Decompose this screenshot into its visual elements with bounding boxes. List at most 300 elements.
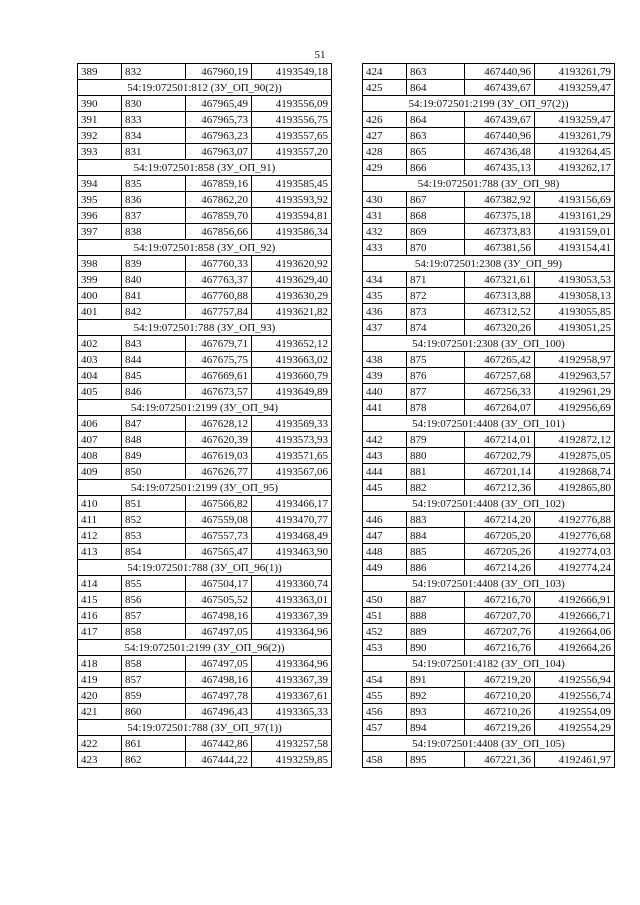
y-coordinate: 4193593,92	[252, 192, 332, 208]
table-row	[78, 336, 332, 352]
y-coordinate: 4193257,58	[252, 736, 332, 752]
y-coordinate: 4193154,41	[535, 240, 615, 256]
vertex-number: 871	[407, 272, 465, 288]
y-coordinate: 4193367,61	[252, 688, 332, 704]
x-coordinate: 467760,33	[186, 256, 252, 272]
vertex-number: 834	[122, 128, 186, 144]
x-coordinate: 467440,96	[465, 64, 535, 80]
x-coordinate: 467760,88	[186, 288, 252, 304]
y-coordinate: 4192875,05	[535, 448, 615, 464]
y-coordinate: 4193629,40	[252, 272, 332, 288]
table-row	[78, 96, 332, 112]
x-coordinate: 467628,12	[186, 416, 252, 432]
vertex-number: 877	[407, 384, 465, 400]
vertex-number: 830	[122, 96, 186, 112]
vertex-number: 861	[122, 736, 186, 752]
vertex-number: 890	[407, 640, 465, 656]
table-row	[363, 464, 615, 480]
point-number: 440	[363, 384, 407, 400]
coordinates-table-left	[77, 63, 332, 768]
table-row	[78, 128, 332, 144]
y-coordinate: 4193364,96	[252, 656, 332, 672]
y-coordinate: 4193466,17	[252, 496, 332, 512]
table-row	[363, 192, 615, 208]
x-coordinate: 467669,61	[186, 368, 252, 384]
y-coordinate: 4193571,65	[252, 448, 332, 464]
y-coordinate: 4192666,71	[535, 608, 615, 624]
y-coordinate: 4193649,89	[252, 384, 332, 400]
y-coordinate: 4193556,75	[252, 112, 332, 128]
y-coordinate: 4193463,90	[252, 544, 332, 560]
x-coordinate: 467859,70	[186, 208, 252, 224]
x-coordinate: 467763,37	[186, 272, 252, 288]
vertex-number: 868	[407, 208, 465, 224]
parcel-header-row	[363, 336, 615, 352]
parcel-header-row	[78, 80, 332, 96]
x-coordinate: 467439,67	[465, 80, 535, 96]
point-number: 451	[363, 608, 407, 624]
point-number: 418	[78, 656, 122, 672]
table-row	[78, 256, 332, 272]
point-number: 400	[78, 288, 122, 304]
y-coordinate: 4193364,96	[252, 624, 332, 640]
vertex-number: 865	[407, 144, 465, 160]
parcel-header-row	[78, 320, 332, 336]
vertex-number: 858	[122, 624, 186, 640]
table-row	[363, 592, 615, 608]
table-row	[363, 624, 615, 640]
parcel-header: 54:19:072501:2308 (ЗУ_ОП_100)	[363, 336, 615, 352]
table-row	[78, 736, 332, 752]
vertex-number: 858	[122, 656, 186, 672]
y-coordinate: 4193557,20	[252, 144, 332, 160]
page-number: 51	[314, 49, 326, 61]
y-coordinate: 4193470,77	[252, 512, 332, 528]
vertex-number: 894	[407, 720, 465, 736]
vertex-number: 882	[407, 480, 465, 496]
x-coordinate: 467257,68	[465, 368, 535, 384]
y-coordinate: 4192556,94	[535, 672, 615, 688]
table-row	[363, 752, 615, 768]
vertex-number: 864	[407, 112, 465, 128]
vertex-number: 880	[407, 448, 465, 464]
vertex-number: 839	[122, 256, 186, 272]
table-row	[78, 288, 332, 304]
vertex-number: 875	[407, 352, 465, 368]
y-coordinate: 4193363,01	[252, 592, 332, 608]
vertex-number: 845	[122, 368, 186, 384]
y-coordinate: 4193161,29	[535, 208, 615, 224]
point-number: 438	[363, 352, 407, 368]
point-number: 402	[78, 336, 122, 352]
vertex-number: 848	[122, 432, 186, 448]
table-row	[363, 352, 615, 368]
point-number: 390	[78, 96, 122, 112]
point-number: 455	[363, 688, 407, 704]
y-coordinate: 4192556,74	[535, 688, 615, 704]
y-coordinate: 4192666,91	[535, 592, 615, 608]
y-coordinate: 4193468,49	[252, 528, 332, 544]
parcel-header-row	[78, 720, 332, 736]
vertex-number: 863	[407, 64, 465, 80]
parcel-header: 54:19:072501:4182 (ЗУ_ОП_104)	[363, 656, 615, 672]
y-coordinate: 4192956,69	[535, 400, 615, 416]
point-number: 431	[363, 208, 407, 224]
table-row	[78, 224, 332, 240]
x-coordinate: 467381,56	[465, 240, 535, 256]
y-coordinate: 4193567,06	[252, 464, 332, 480]
table-row	[363, 128, 615, 144]
vertex-number: 892	[407, 688, 465, 704]
y-coordinate: 4192664,06	[535, 624, 615, 640]
y-coordinate: 4193259,47	[535, 112, 615, 128]
parcel-header: 54:19:072501:788 (ЗУ_ОП_97(1))	[78, 720, 332, 736]
table-row	[363, 480, 615, 496]
point-number: 428	[363, 144, 407, 160]
x-coordinate: 467620,39	[186, 432, 252, 448]
parcel-header-row	[78, 480, 332, 496]
table-row	[363, 688, 615, 704]
y-coordinate: 4193055,85	[535, 304, 615, 320]
y-coordinate: 4193264,45	[535, 144, 615, 160]
x-coordinate: 467265,42	[465, 352, 535, 368]
parcel-header-row	[363, 736, 615, 752]
y-coordinate: 4192872,12	[535, 432, 615, 448]
y-coordinate: 4193549,18	[252, 64, 332, 80]
table-row	[78, 272, 332, 288]
x-coordinate: 467321,61	[465, 272, 535, 288]
table-row	[363, 240, 615, 256]
vertex-number: 889	[407, 624, 465, 640]
vertex-number: 884	[407, 528, 465, 544]
vertex-number: 852	[122, 512, 186, 528]
point-number: 435	[363, 288, 407, 304]
table-row	[363, 432, 615, 448]
x-coordinate: 467859,16	[186, 176, 252, 192]
point-number: 447	[363, 528, 407, 544]
table-row	[363, 400, 615, 416]
vertex-number: 851	[122, 496, 186, 512]
parcel-header: 54:19:072501:858 (ЗУ_ОП_91)	[78, 160, 332, 176]
x-coordinate: 467963,07	[186, 144, 252, 160]
parcel-header-row	[363, 656, 615, 672]
point-number: 458	[363, 752, 407, 768]
x-coordinate: 467221,36	[465, 752, 535, 768]
x-coordinate: 467505,52	[186, 592, 252, 608]
y-coordinate: 4193594,81	[252, 208, 332, 224]
y-coordinate: 4192554,29	[535, 720, 615, 736]
y-coordinate: 4192776,88	[535, 512, 615, 528]
y-coordinate: 4193660,79	[252, 368, 332, 384]
parcel-header: 54:19:072501:2199 (ЗУ_ОП_97(2))	[363, 96, 615, 112]
vertex-number: 844	[122, 352, 186, 368]
parcel-header: 54:19:072501:4408 (ЗУ_ОП_102)	[363, 496, 615, 512]
x-coordinate: 467497,05	[186, 624, 252, 640]
y-coordinate: 4192461,97	[535, 752, 615, 768]
y-coordinate: 4193586,34	[252, 224, 332, 240]
table-row	[363, 112, 615, 128]
vertex-number: 866	[407, 160, 465, 176]
table-row	[363, 544, 615, 560]
vertex-number: 837	[122, 208, 186, 224]
table-row	[363, 160, 615, 176]
x-coordinate: 467210,26	[465, 704, 535, 720]
point-number: 394	[78, 176, 122, 192]
y-coordinate: 4192776,68	[535, 528, 615, 544]
x-coordinate: 467440,96	[465, 128, 535, 144]
x-coordinate: 467675,75	[186, 352, 252, 368]
x-coordinate: 467444,22	[186, 752, 252, 768]
x-coordinate: 467965,49	[186, 96, 252, 112]
y-coordinate: 4193261,79	[535, 64, 615, 80]
point-number: 427	[363, 128, 407, 144]
vertex-number: 857	[122, 608, 186, 624]
table-row	[78, 144, 332, 160]
table-row	[363, 80, 615, 96]
y-coordinate: 4193360,74	[252, 576, 332, 592]
point-number: 441	[363, 400, 407, 416]
x-coordinate: 467214,26	[465, 560, 535, 576]
point-number: 389	[78, 64, 122, 80]
table-row	[78, 464, 332, 480]
y-coordinate: 4192774,03	[535, 544, 615, 560]
parcel-header: 54:19:072501:788 (ЗУ_ОП_96(1))	[78, 560, 332, 576]
point-number: 445	[363, 480, 407, 496]
table-row	[78, 208, 332, 224]
y-coordinate: 4192554,09	[535, 704, 615, 720]
vertex-number: 878	[407, 400, 465, 416]
x-coordinate: 467965,73	[186, 112, 252, 128]
table-row	[363, 608, 615, 624]
x-coordinate: 467205,26	[465, 544, 535, 560]
vertex-number: 883	[407, 512, 465, 528]
vertex-number: 836	[122, 192, 186, 208]
point-number: 411	[78, 512, 122, 528]
y-coordinate: 4193367,39	[252, 608, 332, 624]
vertex-number: 853	[122, 528, 186, 544]
table-row	[78, 688, 332, 704]
point-number: 425	[363, 80, 407, 96]
table-row	[78, 496, 332, 512]
y-coordinate: 4193053,53	[535, 272, 615, 288]
y-coordinate: 4193569,33	[252, 416, 332, 432]
point-number: 416	[78, 608, 122, 624]
y-coordinate: 4193621,82	[252, 304, 332, 320]
point-number: 420	[78, 688, 122, 704]
parcel-header: 54:19:072501:788 (ЗУ_ОП_98)	[363, 176, 615, 192]
point-number: 395	[78, 192, 122, 208]
y-coordinate: 4193159,01	[535, 224, 615, 240]
x-coordinate: 467205,20	[465, 528, 535, 544]
parcel-header: 54:19:072501:788 (ЗУ_ОП_93)	[78, 320, 332, 336]
vertex-number: 838	[122, 224, 186, 240]
y-coordinate: 4193556,09	[252, 96, 332, 112]
table-row	[78, 192, 332, 208]
vertex-number: 863	[407, 128, 465, 144]
vertex-number: 841	[122, 288, 186, 304]
table-row	[363, 368, 615, 384]
point-number: 412	[78, 528, 122, 544]
point-number: 419	[78, 672, 122, 688]
vertex-number: 832	[122, 64, 186, 80]
point-number: 449	[363, 560, 407, 576]
vertex-number: 842	[122, 304, 186, 320]
y-coordinate: 4192961,29	[535, 384, 615, 400]
x-coordinate: 467207,76	[465, 624, 535, 640]
x-coordinate: 467856,66	[186, 224, 252, 240]
table-row	[78, 416, 332, 432]
point-number: 403	[78, 352, 122, 368]
x-coordinate: 467219,20	[465, 672, 535, 688]
point-number: 404	[78, 368, 122, 384]
point-number: 434	[363, 272, 407, 288]
table-row	[78, 624, 332, 640]
table-row	[78, 176, 332, 192]
y-coordinate: 4192868,74	[535, 464, 615, 480]
y-coordinate: 4193156,69	[535, 192, 615, 208]
vertex-number: 847	[122, 416, 186, 432]
parcel-header-row	[363, 496, 615, 512]
table-row	[363, 528, 615, 544]
table-row	[363, 304, 615, 320]
table-row	[363, 384, 615, 400]
table-row	[78, 576, 332, 592]
point-number: 443	[363, 448, 407, 464]
coordinates-table-right	[362, 63, 615, 768]
vertex-number: 872	[407, 288, 465, 304]
table-row	[78, 608, 332, 624]
point-number: 452	[363, 624, 407, 640]
x-coordinate: 467219,26	[465, 720, 535, 736]
table-row	[363, 512, 615, 528]
y-coordinate: 4193261,79	[535, 128, 615, 144]
parcel-header: 54:19:072501:4408 (ЗУ_ОП_101)	[363, 416, 615, 432]
table-row	[363, 208, 615, 224]
x-coordinate: 467504,17	[186, 576, 252, 592]
table-row	[363, 448, 615, 464]
table-row	[363, 720, 615, 736]
point-number: 401	[78, 304, 122, 320]
vertex-number: 881	[407, 464, 465, 480]
x-coordinate: 467557,73	[186, 528, 252, 544]
point-number: 456	[363, 704, 407, 720]
vertex-number: 879	[407, 432, 465, 448]
x-coordinate: 467375,18	[465, 208, 535, 224]
x-coordinate: 467436,48	[465, 144, 535, 160]
parcel-header-row	[78, 400, 332, 416]
parcel-header: 54:19:072501:4408 (ЗУ_ОП_103)	[363, 576, 615, 592]
y-coordinate: 4192664,26	[535, 640, 615, 656]
parcel-header: 54:19:072501:2308 (ЗУ_ОП_99)	[363, 256, 615, 272]
x-coordinate: 467202,79	[465, 448, 535, 464]
x-coordinate: 467216,76	[465, 640, 535, 656]
x-coordinate: 467214,01	[465, 432, 535, 448]
table-row	[363, 224, 615, 240]
x-coordinate: 467313,88	[465, 288, 535, 304]
x-coordinate: 467382,92	[465, 192, 535, 208]
point-number: 429	[363, 160, 407, 176]
point-number: 392	[78, 128, 122, 144]
point-number: 410	[78, 496, 122, 512]
table-row	[78, 368, 332, 384]
point-number: 423	[78, 752, 122, 768]
vertex-number: 862	[122, 752, 186, 768]
vertex-number: 859	[122, 688, 186, 704]
point-number: 454	[363, 672, 407, 688]
parcel-header-row	[363, 416, 615, 432]
table-row	[363, 672, 615, 688]
parcel-header: 54:19:072501:2199 (ЗУ_ОП_94)	[78, 400, 332, 416]
point-number: 436	[363, 304, 407, 320]
point-number: 457	[363, 720, 407, 736]
point-number: 398	[78, 256, 122, 272]
x-coordinate: 467201,14	[465, 464, 535, 480]
vertex-number: 885	[407, 544, 465, 560]
point-number: 409	[78, 464, 122, 480]
x-coordinate: 467559,08	[186, 512, 252, 528]
parcel-header-row	[78, 560, 332, 576]
y-coordinate: 4192865,80	[535, 480, 615, 496]
y-coordinate: 4193051,25	[535, 320, 615, 336]
parcel-header: 54:19:072501:2199 (ЗУ_ОП_96(2))	[78, 640, 332, 656]
vertex-number: 864	[407, 80, 465, 96]
vertex-number: 843	[122, 336, 186, 352]
x-coordinate: 467497,78	[186, 688, 252, 704]
table-row	[363, 704, 615, 720]
vertex-number: 870	[407, 240, 465, 256]
vertex-number: 874	[407, 320, 465, 336]
table-row	[78, 528, 332, 544]
table-row	[78, 592, 332, 608]
x-coordinate: 467862,20	[186, 192, 252, 208]
table-row	[78, 512, 332, 528]
y-coordinate: 4193367,39	[252, 672, 332, 688]
y-coordinate: 4193262,17	[535, 160, 615, 176]
point-number: 415	[78, 592, 122, 608]
x-coordinate: 467963,23	[186, 128, 252, 144]
point-number: 446	[363, 512, 407, 528]
x-coordinate: 467320,26	[465, 320, 535, 336]
y-coordinate: 4193259,85	[252, 752, 332, 768]
table-row	[78, 656, 332, 672]
parcel-header-row	[78, 640, 332, 656]
y-coordinate: 4193259,47	[535, 80, 615, 96]
table-row	[78, 704, 332, 720]
x-coordinate: 467214,20	[465, 512, 535, 528]
parcel-header-row	[78, 240, 332, 256]
point-number: 442	[363, 432, 407, 448]
vertex-number: 857	[122, 672, 186, 688]
point-number: 437	[363, 320, 407, 336]
point-number: 453	[363, 640, 407, 656]
y-coordinate: 4193573,93	[252, 432, 332, 448]
point-number: 424	[363, 64, 407, 80]
table-row	[363, 144, 615, 160]
point-number: 422	[78, 736, 122, 752]
x-coordinate: 467566,82	[186, 496, 252, 512]
table-row	[78, 448, 332, 464]
point-number: 391	[78, 112, 122, 128]
point-number: 399	[78, 272, 122, 288]
table-row	[78, 112, 332, 128]
table-row	[78, 64, 332, 80]
x-coordinate: 467679,71	[186, 336, 252, 352]
table-row	[78, 432, 332, 448]
point-number: 430	[363, 192, 407, 208]
vertex-number: 887	[407, 592, 465, 608]
point-number: 433	[363, 240, 407, 256]
point-number: 405	[78, 384, 122, 400]
